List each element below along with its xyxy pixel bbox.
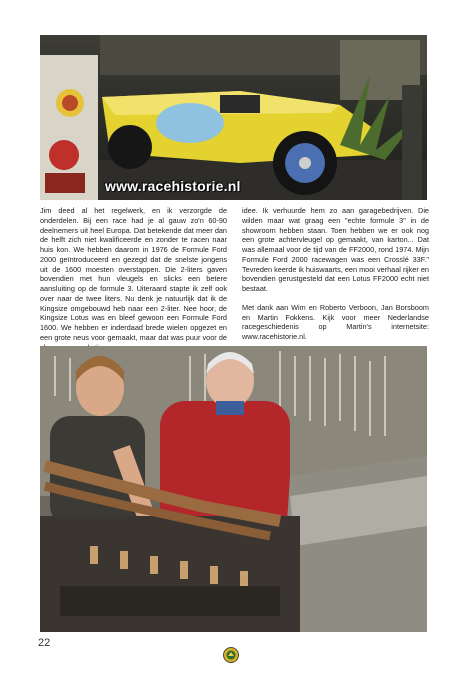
bottom-photo-workshop [40,346,427,632]
top-photo-racing-car [40,35,427,200]
article-column-left [40,206,227,352]
watermark-text: www.racehistorie.nl [105,178,241,194]
article-paragraph: Jim deed al het regelwerk, en ik verzorgde de onderdelen. Bij een race had je al gauw zo'n 60-90 deelnemers uit heel Europa. Dat betekende dat meer dan de helft zich niet kwalificeerde en zonder te racen naar huis kon. We hebben daarom in 1976 de Formule Ford 2000 geïntroduceerd en gezegd dat de snelste jongens uit de 1600 moesten overstappen. Die 2-liters gaven bovendien met hun vleugels en slicks een betere aansluiting op de formule 3. Uiteraard stapte ik zelf ook over naar de twee liters. Nu denk je natuurlijk dat ik de Kingsize omgebouwd heb naar een 2-liter. Nee hoor, de Kingsize Lotus was en bleef gewoon een Formule Ford 1600. We hebben er inderdaad brede wielen opgezet en een grote neus voor gemaakt, maar dat was puur voor de [40,206,227,342]
article-paragraph [242,206,429,294]
acknowledgement-paragraph: Met dank aan Wim en Roberto Verboon, Jan Borsboom en Martin Fokkens. Kijk voor meer Nederlandse racegeschiedenis op Martin's internetsite: www.racehistorie.nl. [242,302,429,341]
article-text: Tevreden keerde ik huiswaarts, een mooi verhaal rijker en bovendien gerustgesteld dat een Lotus FF2000 echt niet bestaat. [242,264,429,293]
page-number: 22 [38,637,51,649]
lotus-logo-icon [223,647,239,668]
workshop-illustration [40,346,427,632]
racing-car-illustration [40,35,427,200]
article-column-right [242,206,429,342]
article-text: idee. Ik verhuurde hem zo aan garagebedrijven. Die wilden maar wat graag een "echte formule 3" in de showroom hebben staan. Toen hebben we er ook nog een grote achtervleugel op gemaakt, van karton... Dat was allemaal voor de tijd van de FF2000, rond 1974. Mijn Formule Ford 2000 racewagen was een Crosslé 33F." [242,206,429,264]
